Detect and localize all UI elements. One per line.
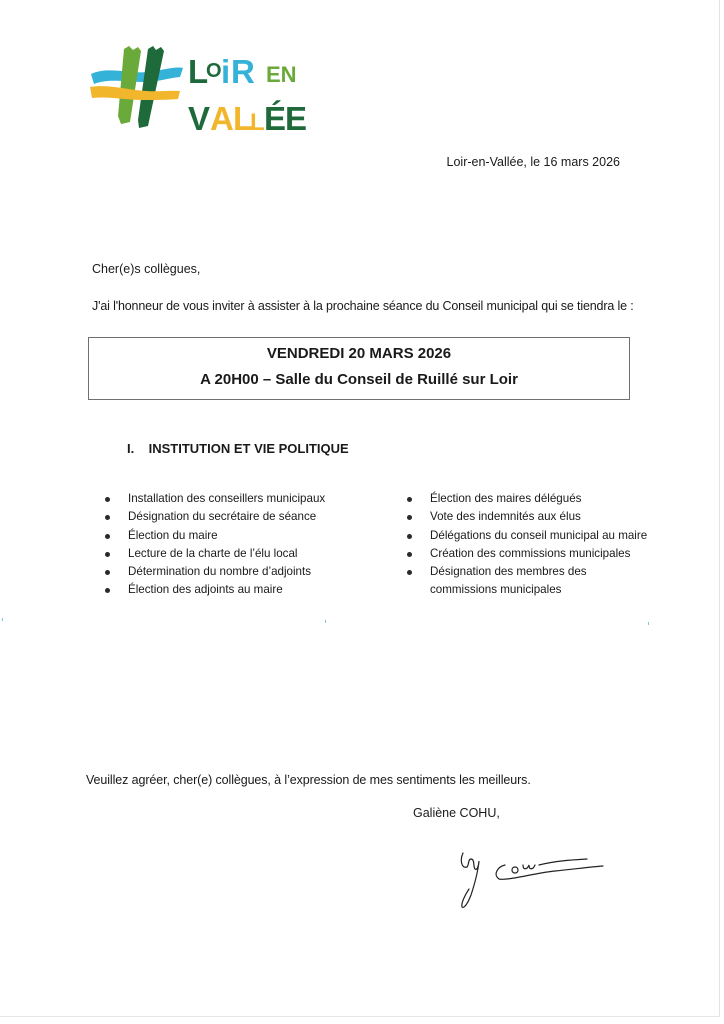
meeting-details-box	[88, 337, 630, 400]
handwritten-signature-icon	[455, 845, 615, 915]
signature-initial-stroke	[461, 853, 479, 907]
page-edge-right	[719, 0, 720, 1017]
agenda-item: Élection des maires délégués	[406, 490, 696, 508]
signer-name: Galiène COHU,	[413, 806, 500, 820]
bullet-icon	[407, 552, 412, 557]
bullet-icon	[407, 570, 412, 575]
meeting-date: VENDREDI 20 MARS 2026	[266, 345, 452, 362]
agenda-section-heading	[127, 441, 349, 456]
bullet-icon	[105, 497, 110, 502]
agenda-item: Élection des adjoints au maire	[104, 581, 384, 599]
agenda-item: Vote des indemnités aux élus	[406, 508, 696, 526]
agenda-item: Détermination du nombre d’adjoints	[104, 563, 384, 581]
page-edge-bottom	[0, 1016, 720, 1017]
agenda-item: Installation des conseillers municipaux	[104, 490, 384, 508]
place-and-date: Loir-en-Vallée, le 16 mars 2026	[446, 155, 620, 169]
agenda-item: Élection du maire	[104, 527, 384, 545]
logo-light-green-stroke	[118, 46, 141, 124]
logo-wordmark	[188, 53, 307, 136]
logo-graphic	[88, 44, 320, 136]
loir-en-vallee-logo	[88, 44, 320, 136]
bullet-icon	[407, 497, 412, 502]
scan-speck	[325, 620, 326, 623]
agenda-item: Lecture de la charte de l’élu local	[104, 545, 384, 563]
svg-text:É: É	[264, 100, 287, 136]
bullet-icon	[105, 570, 110, 575]
signature-u-stroke	[523, 865, 535, 869]
svg-text:L: L	[233, 100, 254, 136]
scan-speck	[2, 618, 3, 621]
svg-text:V: V	[188, 100, 211, 136]
svg-text:L: L	[250, 109, 265, 136]
bullet-icon	[105, 515, 110, 520]
bullet-icon	[105, 552, 110, 557]
signature-o-stroke	[512, 867, 518, 873]
svg-text:L: L	[188, 53, 208, 90]
bullet-icon	[407, 534, 412, 539]
agenda-item: Création des commissions municipales	[406, 545, 696, 563]
svg-text:i: i	[221, 53, 231, 90]
agenda-item: Délégations du conseil municipal au maire	[406, 527, 696, 545]
invitation-intro: J'ai l'honneur de vous inviter à assister à la prochaine séance du Conseil municipal qui se tiendra le :	[92, 299, 634, 313]
svg-text:A: A	[210, 100, 234, 136]
svg-text:E: E	[285, 100, 308, 136]
bullet-icon	[105, 588, 110, 593]
agenda-list-right	[406, 490, 696, 600]
agenda-list-left	[104, 490, 384, 600]
logo-dark-green-stroke	[138, 46, 164, 128]
scan-speck	[648, 622, 649, 625]
svg-text:EN: EN	[266, 62, 297, 87]
bullet-icon	[105, 534, 110, 539]
bullet-icon	[407, 515, 412, 520]
agenda-item: Désignation des membres des commissions municipales	[406, 563, 696, 600]
greeting: Cher(e)s collègues,	[92, 262, 201, 276]
svg-text:O: O	[206, 60, 222, 82]
closing-formula: Veuillez agréer, cher(e) collègues, à l’expression de mes sentiments les meilleurs.	[86, 773, 531, 787]
agenda-item: Désignation du secrétaire de séance	[104, 508, 384, 526]
section-title: INSTITUTION ET VIE POLITIQUE	[148, 441, 349, 456]
svg-text:R: R	[231, 53, 255, 90]
section-number: I.	[127, 441, 135, 456]
signature-flourish-stroke	[539, 859, 587, 865]
meeting-time-place: A 20H00 – Salle du Conseil de Ruillé sur Loir	[200, 371, 518, 388]
